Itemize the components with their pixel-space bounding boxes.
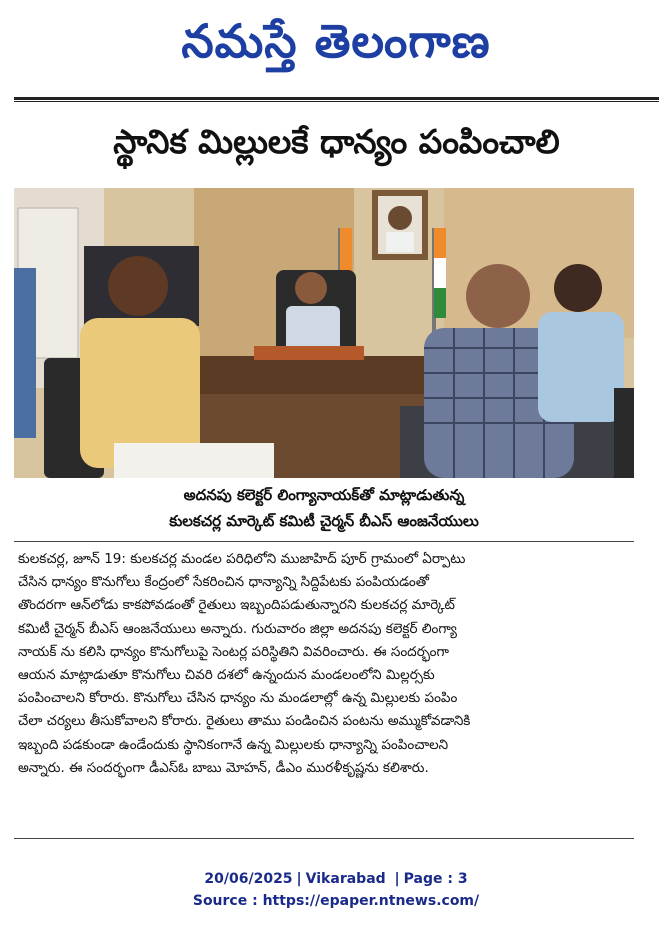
article-photo	[14, 188, 634, 478]
footer-source[interactable]: Source : https://epaper.ntnews.com/	[192, 893, 480, 909]
article-body	[18, 548, 630, 838]
body-line: పంపించాలని కోరారు. కొనుగోలు చేసిన ధాన్యం ను మండలాల్లో ఉన్న మిల్లులకు పంపిం	[18, 690, 458, 707]
footer-edition: Vikarabad	[305, 871, 386, 887]
caption-divider	[14, 541, 634, 542]
body-line: నాయక్ ను కలిసి ధాన్యం కొనుగోలుపై సెంటర్ల పరిస్థితిని వివరించారు. ఈ సందర్భంగా	[18, 643, 449, 660]
body-line: ఆయన మాట్లాడుతూ కొనుగోలు చివరి దశలో ఉన్నందున మండలంలోని మిల్లర్సకు	[18, 667, 435, 684]
caption-line: అదనపు కలెక్టర్ లింగ్యానాయక్‌తో మాట్లాడుతున్న	[183, 486, 465, 504]
masthead-divider	[14, 97, 659, 100]
photo-caption	[14, 482, 634, 540]
footer-separator: |	[296, 871, 302, 887]
newspaper-masthead: నమస్తే తెలంగాణ	[181, 14, 491, 68]
footer-date: 20/06/2025	[204, 871, 293, 887]
body-line: తొందరగా ఆన్‌లోడు కాకపోవడంతో రైతులు ఇబ్బందిపడుతున్నారని కులకచర్ల మార్కెట్	[18, 597, 455, 614]
masthead-divider-thin	[14, 101, 659, 102]
body-line: కులకచర్ల, జూన్ 19: కులకచర్ల మండల పరిధిలోని ముజాహిద్ పూర్ గ్రామంలో ఏర్పాటు	[18, 551, 466, 567]
body-line: కమిటీ చైర్మన్ బీఎస్ ఆంజనేయులు అన్నారు. గురువారం జిల్లా అదనపు కలెక్టర్ లింగ్యా	[18, 620, 457, 637]
footer-separator: |	[389, 871, 400, 887]
body-line: చేసిన ధాన్యం కొనుగోలు కేంద్రంలో సేకరించిన ధాన్యాన్ని సిద్దిపేటకు పంపియడంతో	[18, 574, 429, 591]
body-line: ఇబ్బంది పడకుండా ఉండేందుకు స్థానికంగానే ఉన్న మిల్లులకు ధాన్యాన్ని పంపించాలని	[18, 736, 449, 753]
body-line: అన్నారు. ఈ సందర్భంగా డీఎస్‌ఓ బాబు మోహన్, డీఎం మురళీకృష్ణను కలిశారు.	[18, 759, 429, 776]
caption-line: కులకచర్ల మార్కెట్ కమిటీ చైర్మన్ బీఎస్ ఆంజనేయులు	[169, 512, 479, 530]
body-line: చేలా చర్యలు తీసుకోవాలని కోరారు. రైతులు తాము పండించిన పంటను అమ్ముకోవడానికి	[18, 713, 471, 730]
article-bottom-divider	[14, 838, 634, 839]
clipping-footer	[0, 868, 672, 912]
article-headline: స్థానిక మిల్లులకే ధాన్యం పంపించాలి	[113, 122, 560, 161]
footer-meta	[0, 868, 672, 890]
footer-page: Page : 3	[403, 871, 468, 887]
